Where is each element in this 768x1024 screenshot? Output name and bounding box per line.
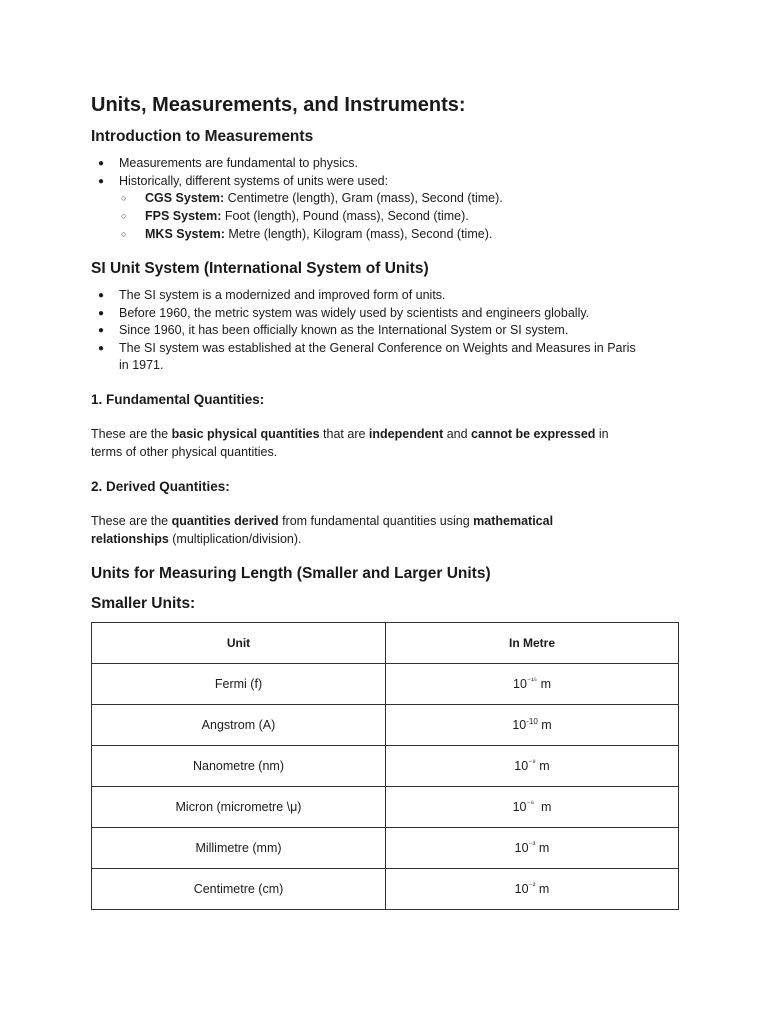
section-heading-length: Units for Measuring Length (Smaller and Larger Units) xyxy=(91,565,491,582)
unit-cell: Fermi (f) xyxy=(92,664,386,705)
bullet-icon: ● xyxy=(98,325,105,336)
subsection-heading-fundamental: 1. Fundamental Quantities: xyxy=(91,392,265,407)
metre-value-cell: $10^{^{-15}}$ m xyxy=(386,664,679,705)
paragraph-fundamental: These are the basic physical quantities that are independent and cannot be expressed in terms of other physical quantities. xyxy=(91,427,609,459)
metre-value-cell: $10^{^{-3}}$ m xyxy=(386,828,679,869)
table-row xyxy=(92,828,679,869)
bullet-icon: ● xyxy=(98,343,105,354)
table-row xyxy=(92,869,679,910)
paragraph-derived: These are the quantities derived from fundamental quantities using mathematical relationships (multiplication/division). xyxy=(91,514,554,546)
bullet-icon: ● xyxy=(98,176,105,187)
table-row xyxy=(92,664,679,705)
section-heading-si: SI Unit System (International System of Units) xyxy=(91,260,429,277)
metre-value-cell: $10^{^{-6}}$ m xyxy=(386,787,679,828)
bullet-icon: ● xyxy=(98,290,105,301)
table-row xyxy=(92,787,679,828)
unit-cell: Centimetre (cm) xyxy=(92,869,386,910)
metre-value-cell: $10^{-10}$ m xyxy=(386,705,679,746)
unit-cell: Nanometre (nm) xyxy=(92,746,386,787)
list-item-continuation: in 1971. xyxy=(119,358,164,372)
bullet-icon: ● xyxy=(98,158,105,169)
unit-cell: Micron (micrometre \μ) xyxy=(92,787,386,828)
subsection-heading-derived: 2. Derived Quantities: xyxy=(91,479,230,494)
circle-bullet-icon: ○ xyxy=(121,193,127,203)
page-title: Units, Measurements, and Instruments: xyxy=(91,94,466,116)
table-row xyxy=(92,705,679,746)
column-header-in-metre: In Metre xyxy=(386,623,679,664)
smaller-units-table xyxy=(91,622,679,910)
circle-bullet-icon: ○ xyxy=(121,229,127,239)
unit-cell: Angstrom (A) xyxy=(92,705,386,746)
metre-value-cell: $10^{^{-9}}$ m xyxy=(386,746,679,787)
column-header-unit: Unit xyxy=(92,623,386,664)
section-subheading-smaller-units: Smaller Units: xyxy=(91,595,196,612)
unit-cell: Millimetre (mm) xyxy=(92,828,386,869)
bullet-icon: ● xyxy=(98,308,105,319)
circle-bullet-icon: ○ xyxy=(121,211,127,221)
section-heading-introduction: Introduction to Measurements xyxy=(91,128,314,145)
metre-value-cell: $10^{^{-2}}$ m xyxy=(386,869,679,910)
table-row xyxy=(92,746,679,787)
table-header-row xyxy=(92,623,679,664)
